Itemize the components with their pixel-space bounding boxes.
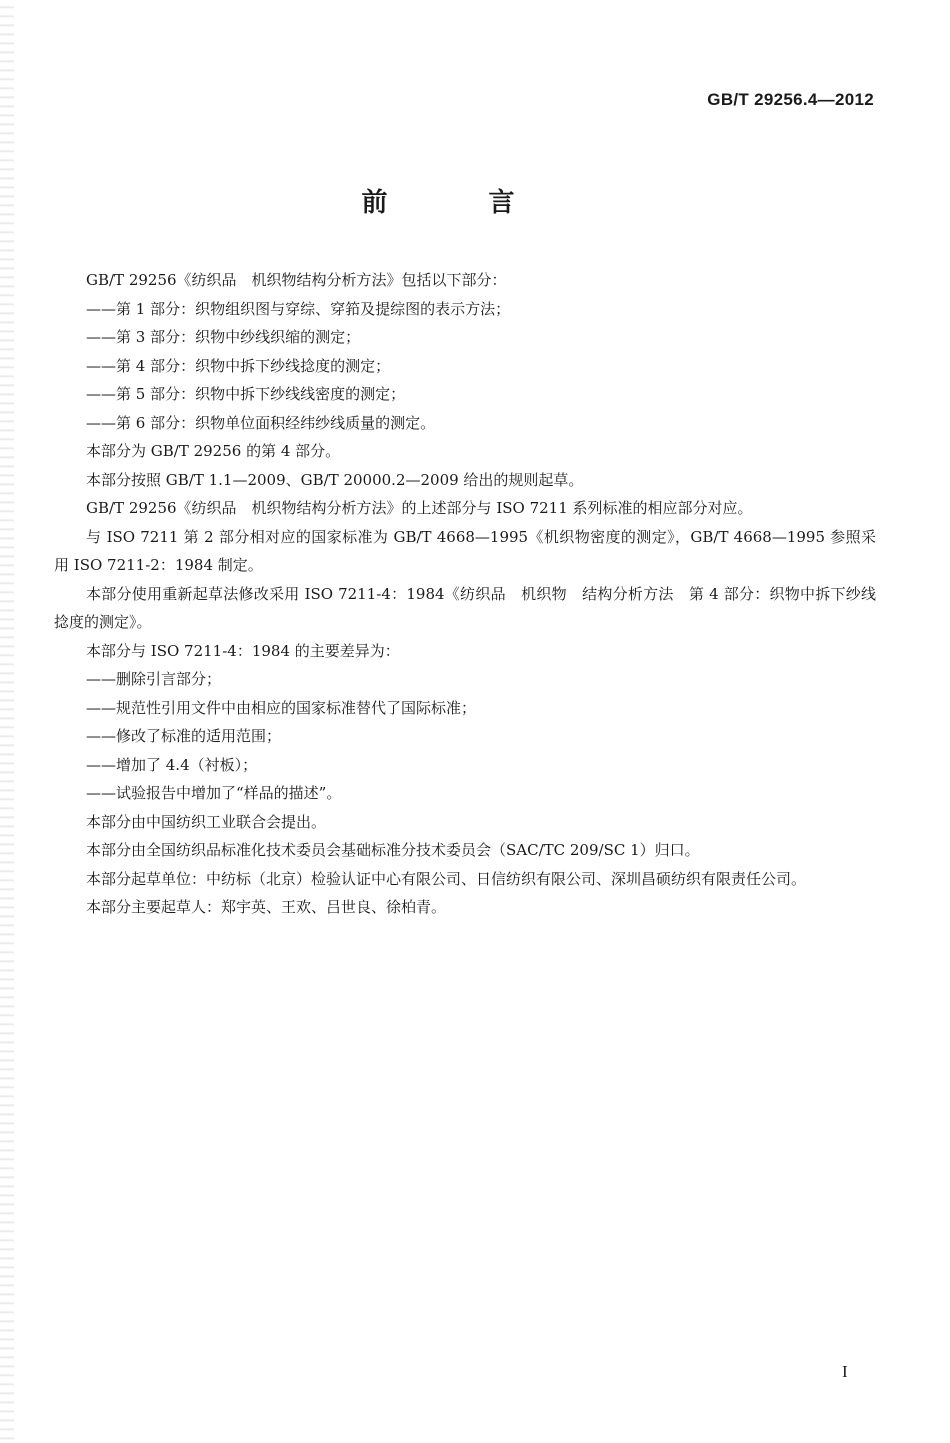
paragraph-drafters: 本部分主要起草人：郑宇英、王欢、吕世良、徐柏青。 (86, 898, 447, 916)
paragraph-administered-by: 本部分由全国纺织品标准化技术委员会基础标准分技术委员会（SAC/TC 209/SC 1）归口。 (86, 841, 700, 859)
page-title: 前 言 (361, 188, 561, 218)
list-item-difference: ——试验报告中增加了“样品的描述”。 (86, 784, 342, 802)
paragraph-drafting-rules: 本部分按照 GB/T 1.1—2009、GB/T 20000.2—2009 给出的规则起草。 (86, 470, 584, 489)
list-item-difference: ——增加了 4.4（衬板）； (86, 755, 258, 774)
list-item-part6: ——第 6 部分：织物单位面积经纬纱线质量的测定。 (86, 413, 436, 432)
page-number: I (842, 1362, 848, 1381)
list-item-difference: ——规范性引用文件中由相应的国家标准替代了国际标准； (86, 698, 477, 717)
list-item-part4: ——第 4 部分：织物中拆下纱线捻度的测定； (86, 356, 391, 375)
list-item-difference: ——删除引言部分； (86, 670, 222, 688)
standard-code: GB/T 29256.4—2012 (707, 90, 874, 109)
paragraph-differences: 本部分与 ISO 7211-4：1984 的主要差异为： (86, 641, 400, 660)
list-item-part3: ——第 3 部分：织物中纱线织缩的测定； (86, 328, 361, 346)
paragraph-this-part: 本部分为 GB/T 29256 的第 4 部分。 (86, 442, 341, 460)
paragraph-adoption: 本部分使用重新起草法修改采用 ISO 7211-4：1984《纺织品 机织物 结构分析方法 第 4 部分：织物中拆下纱线捻度的测定》。 (54, 584, 876, 631)
paragraph-national-standard: 与 ISO 7211 第 2 部分相对应的国家标准为 GB/T 4668—1995《机织物密度的测定》，GB/T 4668—1995 参照采用 ISO 7211-2：1984 制定。 (54, 527, 876, 574)
list-item-part5: ——第 5 部分：织物中拆下纱线线密度的测定； (86, 385, 406, 403)
list-item-difference: ——修改了标准的适用范围； (86, 727, 282, 745)
paragraph-intro: GB/T 29256《纺织品 机织物结构分析方法》包括以下部分： (86, 271, 507, 289)
paragraph-proposed-by: 本部分由中国纺织工业联合会提出。 (86, 812, 327, 831)
paragraph-drafting-units: 本部分起草单位：中纺标（北京）检验认证中心有限公司、日信纺织有限公司、深圳昌硕纺织有限责任公司。 (86, 869, 807, 888)
list-item-part1: ——第 1 部分：织物组织图与穿综、穿筘及提综图的表示方法； (86, 299, 511, 318)
paragraph-iso-correspondence: GB/T 29256《纺织品 机织物结构分析方法》的上述部分与 ISO 7211 系列标准的相应部分对应。 (86, 499, 753, 517)
foreword-body (54, 266, 876, 922)
